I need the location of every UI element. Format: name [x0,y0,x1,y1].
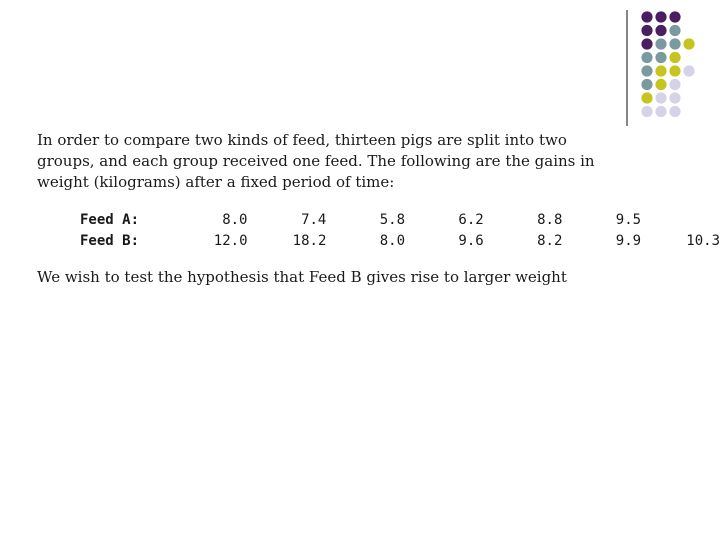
weight-gain-cell: 8.2 [537,232,563,249]
row-label: Feed A: [80,211,140,228]
table-row [80,230,720,251]
weight-gain-cell: 10.3 [686,232,720,249]
intro-line-1: In order to compare two kinds of feed, thirteen pigs are split into two [37,131,567,149]
decorative-dot [655,38,666,49]
intro-line-3: weight (kilograms) after a fixed period of time: [37,173,395,191]
weight-gain-cell: 7.4 [301,211,327,228]
decorative-dot [641,52,652,63]
decorative-dot [655,52,666,63]
decorative-dot [655,106,666,117]
table-row [80,209,720,230]
decorative-dot [641,92,652,103]
decorative-dot [669,106,680,117]
decorative-dot [641,106,652,117]
decorative-dot [669,38,680,49]
hypothesis-text: We wish to test the hypothesis that Feed B gives rise to larger weight [37,268,567,286]
decorative-dot [669,52,680,63]
weight-gain-cell: 8.0 [222,211,248,228]
decorative-dot [641,65,652,76]
decorative-dot [669,25,680,36]
weight-gain-cell: 8.8 [537,211,563,228]
weight-gain-cell: 9.6 [458,232,484,249]
weight-gain-cell: 5.8 [379,211,406,228]
weight-gain-cell: 9.5 [615,211,642,228]
decorative-dot [655,11,666,22]
decorative-dot [669,92,680,103]
intro-paragraph [37,130,597,193]
weight-gain-cell: 12.0 [213,232,248,249]
decorative-dot [683,65,694,76]
decorative-dot-grid [0,0,720,140]
decorative-dot [669,11,680,22]
decorative-dot [669,65,680,76]
weight-gain-cell: 6.2 [458,211,484,228]
decorative-dot [641,38,652,49]
decorative-dot [683,38,694,49]
weight-gain-cell: 8.0 [379,232,406,249]
decorative-dot [655,25,666,36]
row-label: Feed B: [80,232,140,249]
decorative-dot [641,79,652,90]
decorative-dot [669,79,680,90]
decorative-dot [641,11,652,22]
decorative-dot [655,65,666,76]
intro-line-2: groups, and each group received one feed. The following are the gains in [37,152,595,170]
decorative-dot [655,92,666,103]
decorative-dot [641,25,652,36]
feed-weight-table [80,209,720,251]
weight-gain-cell: 9.9 [615,232,642,249]
decorative-dot [655,79,666,90]
weight-gain-cell: 18.2 [292,232,327,249]
weight-gain-cell [641,209,720,230]
